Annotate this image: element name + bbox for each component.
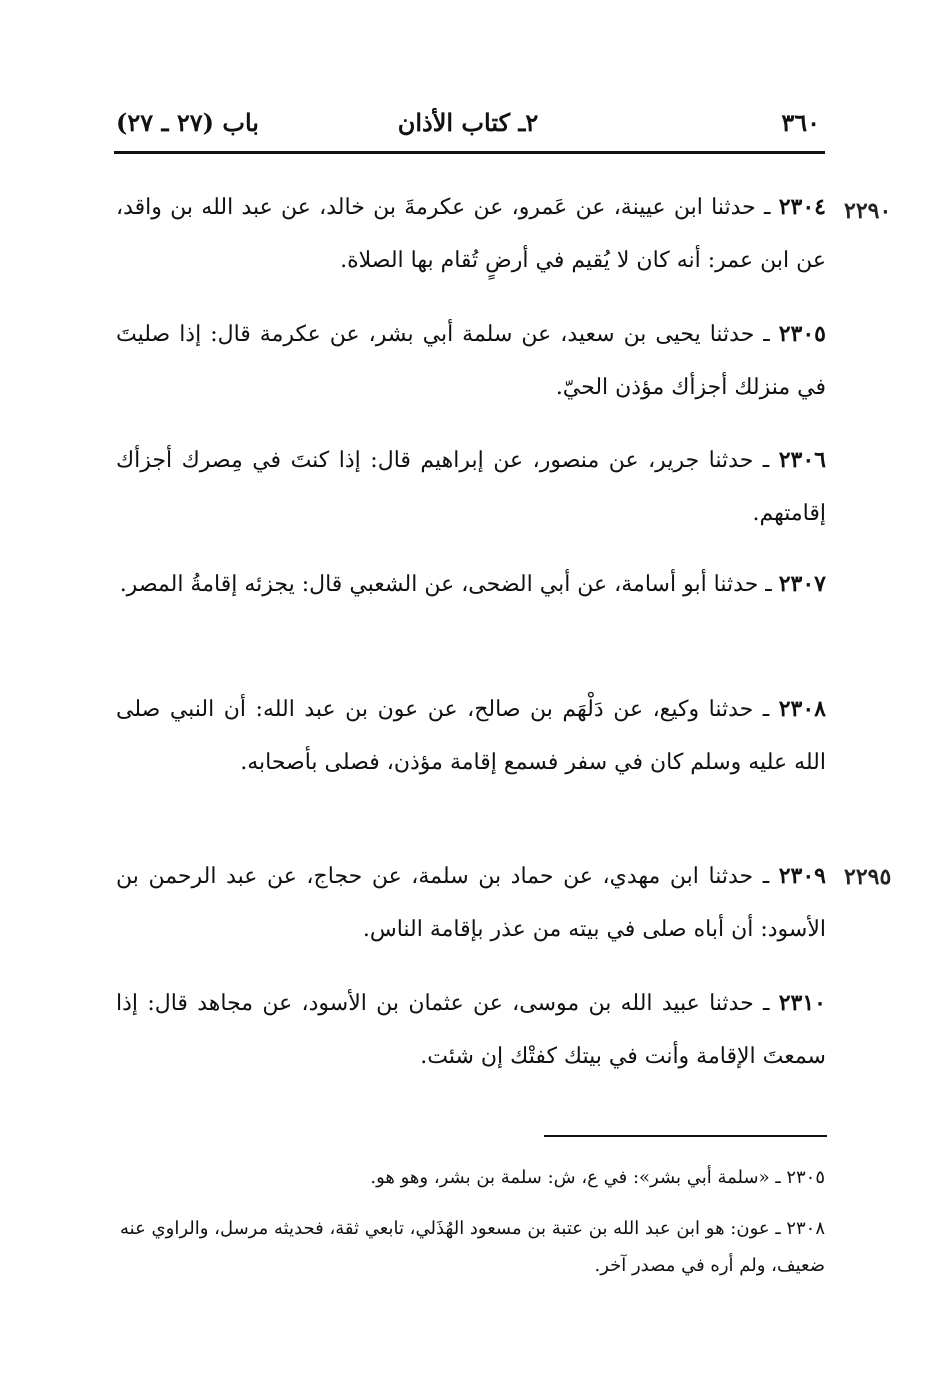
entry-number: ٢٣٠٨	[778, 696, 826, 722]
entry-text: ـ حدثنا جرير، عن منصور، عن إبراهيم قال: إذا كنتَ في مِصرك أجزأك إقامتهم.	[116, 448, 826, 526]
footnote: ٢٣٠٨ ـ عون: هو ابن عبد الله بن عتبة بن مسعود الهُذَلي، تابعي ثقة، فحديثه مرسل، والراوي عنه ضعيف، ولم أره في مصدر آخر.	[120, 1218, 825, 1276]
book-title: ٢ـ كتاب الأذان	[397, 108, 539, 137]
entry-text: ـ حدثنا عبيد الله بن موسى، عن عثمان بن الأسود، عن مجاهد قال: إذا سمعتَ الإقامة وأنت في بيتك كفتْك إن شئت.	[116, 991, 826, 1069]
hadith-entry	[116, 683, 826, 789]
entry-number: ٢٣٠٥	[778, 321, 826, 347]
page-header	[112, 108, 824, 148]
entry-number: ٢٣١٠	[778, 990, 826, 1016]
entry-text: ـ حدثنا يحيى بن سعيد، عن سلمة أبي بشر، عن عكرمة قال: إذا صليتَ في منزلك أجزأك مؤذن الحيّ.	[116, 322, 826, 400]
entry-text: ـ حدثنا ابن مهدي، عن حماد بن سلمة، عن حجاج، عن عبد الرحمن بن الأسود: أن أباه صلى في بيته من عذر بإقامة الناس.	[116, 864, 826, 942]
entry-number: ٢٣٠٤	[778, 194, 826, 220]
hadith-entry	[116, 558, 826, 611]
entry-text: ـ حدثنا ابن عيينة، عن عَمرو، عن عكرمةَ بن خالد، عن عبد الله بن واقد، عن ابن عمر: أنه كان لا يُقيم في أرضٍ تُقام بها الصلاة.	[116, 195, 826, 273]
entry-number: ٢٣٠٧	[778, 571, 826, 597]
footnote-divider	[544, 1135, 827, 1137]
footnote: ٢٣٠٥ ـ «سلمة أبي بشر»: في ع، ش: سلمة بن بشر، وهو هو.	[370, 1167, 825, 1188]
chapter-label: باب (٢٧ ـ ٢٧)	[116, 108, 259, 137]
entry-text: ـ حدثنا أبو أسامة، عن أبي الضحى، عن الشعبي قال: يجزئه إقامةُ المصر.	[119, 572, 779, 597]
hadith-entry	[116, 434, 826, 540]
hadith-entry	[116, 977, 826, 1083]
header-divider	[114, 151, 825, 154]
entry-number: ٢٣٠٩	[778, 863, 826, 889]
entry-text: ـ حدثنا وكيع، عن دَلْهَم بن صالح، عن عون بن عبد الله: أن النبي صلى الله عليه وسلم كان في سفر فسمع إقامة مؤذن، فصلى بأصحابه.	[116, 697, 826, 775]
margin-line-number: ٢٢٩٠	[844, 198, 892, 224]
entry-number: ٢٣٠٦	[778, 447, 826, 473]
hadith-entry	[116, 181, 826, 287]
hadith-entry	[116, 850, 826, 956]
hadith-entry	[116, 308, 826, 414]
margin-line-number: ٢٢٩٥	[844, 864, 892, 890]
page-number: ٣٦٠	[781, 108, 820, 137]
